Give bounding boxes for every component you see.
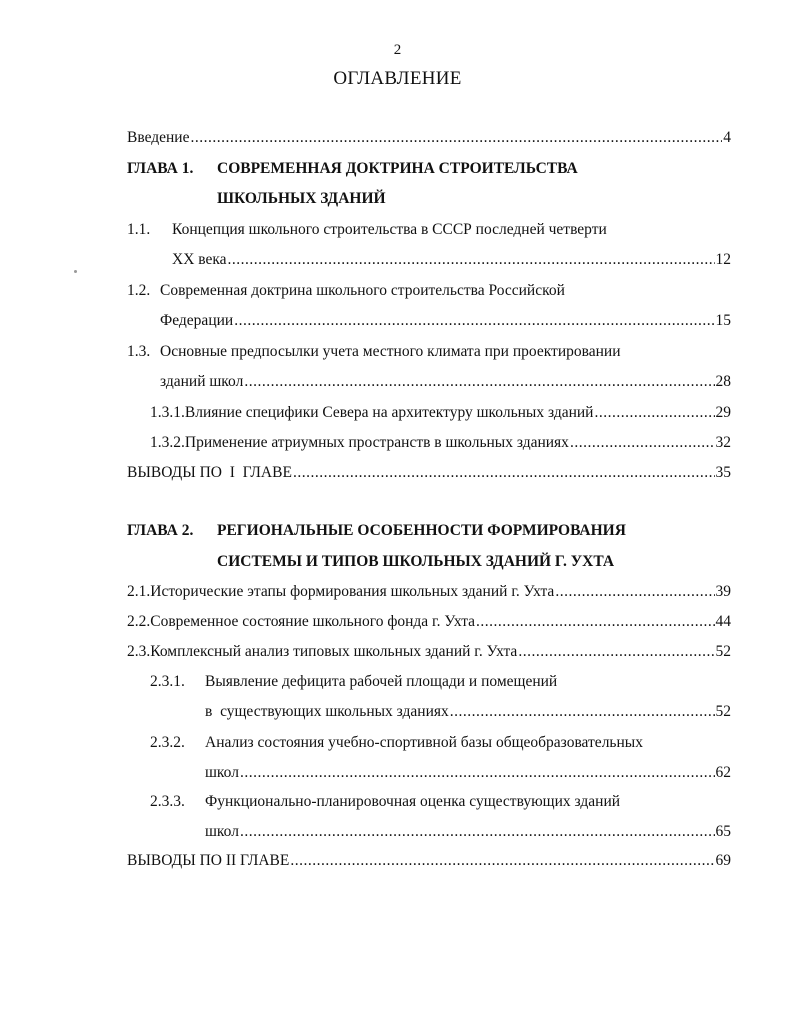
toc-entry-2-2[interactable] xyxy=(127,612,731,634)
toc-page-number: 44 xyxy=(715,613,731,630)
toc-entry-1-3-2[interactable] xyxy=(150,433,731,455)
toc-entry-text: ВЫВОДЫ ПО I ГЛАВЕ xyxy=(127,464,292,481)
toc-entry-2-3-3-line2 xyxy=(205,822,731,844)
chapter-2-heading-line2 xyxy=(217,552,731,574)
toc-page-number: 39 xyxy=(715,583,731,600)
toc-entry-1-1-line2 xyxy=(172,250,731,272)
toc-entry-text-continued: школ xyxy=(205,823,239,840)
toc-entry-2-3-3[interactable] xyxy=(150,792,731,814)
section-number: 2.2. xyxy=(127,613,151,630)
section-number: 1.1. xyxy=(127,221,151,238)
leader-dots xyxy=(234,311,714,331)
toc-page-number: 69 xyxy=(715,852,731,869)
toc-page-number: 52 xyxy=(715,703,731,720)
toc-entry-text: Исторические этапы формирования школьных зданий г. Ухта xyxy=(150,583,555,600)
leader-dots xyxy=(594,403,714,423)
toc-entry-text-continued: в существующих школьных зданиях xyxy=(205,703,449,720)
chapter-title: РЕГИОНАЛЬНЫЕ ОСОБЕННОСТИ ФОРМИРОВАНИЯ xyxy=(217,522,626,539)
section-number: 1.3.1. xyxy=(150,404,185,421)
leader-dots xyxy=(240,763,715,783)
chapter-label: ГЛАВА 2. xyxy=(127,522,194,539)
leader-dots xyxy=(228,250,715,270)
toc-page-number: 4 xyxy=(723,129,731,146)
toc-entry-text: Влияние специфики Севера на архитектуру школьных зданий xyxy=(184,404,594,421)
chapter-label: ГЛАВА 1. xyxy=(127,160,194,177)
toc-entry-2-3-2-line2 xyxy=(205,763,731,785)
leader-dots xyxy=(290,851,714,871)
toc-page-number: 52 xyxy=(715,643,731,660)
toc-page-number: 65 xyxy=(715,823,731,840)
leader-dots xyxy=(293,463,715,483)
chapter-1-heading[interactable] xyxy=(127,159,731,181)
toc-entry-1-3-line2 xyxy=(160,372,731,394)
toc-page-number: 12 xyxy=(715,251,731,268)
toc-page-number: 29 xyxy=(715,404,731,421)
scan-speck xyxy=(74,270,77,273)
section-number: 2.3.3. xyxy=(150,793,185,810)
leader-dots xyxy=(240,822,715,842)
toc-entry-2-3-1-line2 xyxy=(205,702,731,724)
section-number: 1.3. xyxy=(127,343,151,360)
chapter-2-heading[interactable] xyxy=(127,521,731,543)
leader-dots xyxy=(190,128,722,148)
toc-page-number: 62 xyxy=(715,764,731,781)
page-title: ОГЛАВЛЕНИЕ xyxy=(333,68,462,89)
leader-dots xyxy=(450,702,715,722)
toc-entry-text-continued: зданий школ xyxy=(160,373,244,390)
toc-entry-1-3-1[interactable] xyxy=(150,403,731,425)
toc-page-number: 35 xyxy=(715,464,731,481)
toc-entry-text-continued: XX века xyxy=(172,251,227,268)
page-number: 2 xyxy=(393,42,402,58)
toc-entry-1-1[interactable] xyxy=(127,220,731,242)
chapter-1-heading-line2 xyxy=(217,189,727,211)
toc-entry-text: Введение xyxy=(127,129,190,146)
toc-entry-1-2-line2 xyxy=(160,311,731,333)
toc-entry-text-continued: школ xyxy=(205,764,239,781)
toc-entry-2-3-2[interactable] xyxy=(150,733,731,755)
toc-entry-text: Концепция школьного строительства в СССР последней четверти xyxy=(172,221,607,238)
leader-dots xyxy=(570,433,715,453)
leader-dots xyxy=(518,642,714,662)
toc-entry-1-3[interactable] xyxy=(127,342,731,364)
toc-page-number: 32 xyxy=(715,434,731,451)
leader-dots xyxy=(476,612,714,632)
toc-entry-intro[interactable] xyxy=(127,128,731,150)
toc-page-number: 28 xyxy=(715,373,731,390)
toc-entry-conclusions-1[interactable] xyxy=(127,463,731,485)
chapter-title-continued: ШКОЛЬНЫХ ЗДАНИЙ xyxy=(217,190,386,207)
section-number: 2.3. xyxy=(127,643,151,660)
leader-dots xyxy=(555,582,714,602)
toc-entry-conclusions-2[interactable] xyxy=(127,851,731,873)
chapter-title: СОВРЕМЕННАЯ ДОКТРИНА СТРОИТЕЛЬСТВА xyxy=(217,160,578,177)
toc-page-number: 15 xyxy=(715,312,731,329)
section-number: 2.3.1. xyxy=(150,673,185,690)
toc-entry-text: Современное состояние школьного фонда г. Ухта xyxy=(150,613,476,630)
toc-entry-text: Анализ состояния учебно-спортивной базы общеобразовательных xyxy=(205,734,643,751)
toc-entry-text: ВЫВОДЫ ПО II ГЛАВЕ xyxy=(127,852,290,869)
section-number: 1.2. xyxy=(127,282,151,299)
toc-entry-text: Выявление дефицита рабочей площади и помещений xyxy=(205,673,558,690)
chapter-title-continued: СИСТЕМЫ И ТИПОВ ШКОЛЬНЫХ ЗДАНИЙ Г. УХТА xyxy=(217,553,615,570)
toc-entry-2-3-1[interactable] xyxy=(150,672,731,694)
toc-entry-text: Основные предпосылки учета местного климата при проектировании xyxy=(160,343,621,360)
toc-entry-2-1[interactable] xyxy=(127,582,731,604)
toc-entry-text: Функционально-планировочная оценка существующих зданий xyxy=(205,793,621,810)
section-number: 2.1. xyxy=(127,583,151,600)
toc-entry-text-continued: Федерации xyxy=(160,312,234,329)
leader-dots xyxy=(244,372,714,392)
toc-entry-text: Комплексный анализ типовых школьных зданий г. Ухта xyxy=(150,643,518,660)
toc-entry-1-2[interactable] xyxy=(127,281,731,303)
toc-entry-text: Применение атриумных пространств в школьных зданиях xyxy=(184,434,569,451)
section-number: 1.3.2. xyxy=(150,434,185,451)
toc-entry-2-3[interactable] xyxy=(127,642,731,664)
section-number: 2.3.2. xyxy=(150,734,185,751)
toc-entry-text: Современная доктрина школьного строительства Российской xyxy=(160,282,565,299)
